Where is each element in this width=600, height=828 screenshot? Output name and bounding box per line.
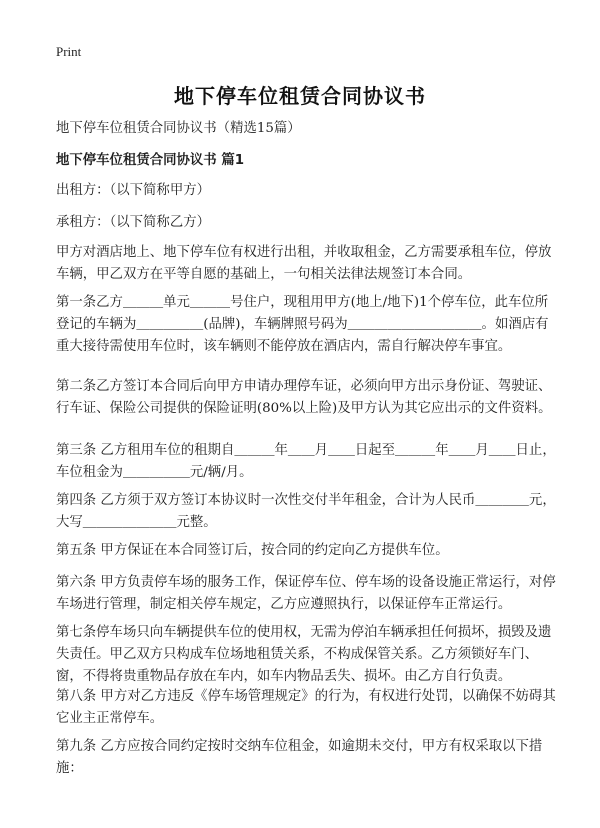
paragraph-article-1: 第一条乙方＿＿＿单元＿＿＿号住户，现租用甲方(地上/地下)1个停车位，此车位所登记的车辆为＿＿＿＿＿(品牌)，车辆牌照号码为＿＿＿＿＿＿＿＿＿＿。如酒店有重大接待需使用车位时，该车辆则不能停放在酒店内，需自行解决停车事宜。 — [56, 295, 549, 354]
paragraph-lessor: 出租方：（以下简称甲方） — [56, 183, 210, 198]
section-heading: 地下停车位租赁合同协议书 篇1 — [56, 153, 245, 168]
paragraph-article-2: 第二条乙方签订本合同后向甲方申请办理停车证，必须向甲方出示身份证、驾驶证、行车证、保险公司提供的保险证明(80%以上险)及甲方认为其它应出示的文件资料。 — [56, 379, 552, 416]
paragraph-article-9: 第九条 乙方应按合同约定按时交纳车位租金，如逾期未交付，甲方有权采取以下措施： — [56, 739, 543, 776]
print-label[interactable]: Print — [56, 44, 82, 59]
paragraph-intro: 甲方对酒店地上、地下停车位有权进行出租，并收取租金，乙方需要承租车位，停放车辆，甲乙双方在平等自愿的基础上，一句相关法律法规签订本合同。 — [56, 245, 552, 282]
paragraph-article-4: 第四条 乙方须于双方签订本协议时一次性交付半年租金，合计为人民币＿＿＿＿元，大写＿＿＿＿＿＿＿元整。 — [56, 493, 556, 530]
paragraph-article-8: 第八条 甲方对乙方违反《停车场管理规定》的行为，有权进行处罚，以确保不妨碍其它业主正常停车。 — [56, 689, 556, 726]
paragraph-article-6: 第六条 甲方负责停车场的服务工作，保证停车位、停车场的设备设施正常运行，对停车场进行管理，制定相关停车规定，乙方应遵照执行，以保证停车正常运行。 — [56, 575, 556, 612]
document-subtitle: 地下停车位租赁合同协议书（精选15篇） — [56, 121, 301, 136]
paragraph-lessee: 承租方：（以下简称乙方） — [56, 215, 210, 230]
paragraph-article-3: 第三条 乙方租用车位的租期自＿＿＿年＿＿月＿＿日起至＿＿＿年＿＿月＿＿日止，车位租金为＿＿＿＿＿元/辆/月。 — [56, 443, 556, 480]
paragraph-article-5: 第五条 甲方保证在本合同签订后，按合同的约定向乙方提供车位。 — [56, 543, 449, 558]
document-title: 地下停车位租赁合同协议书 — [174, 84, 426, 108]
paragraph-article-7: 第七条停车场只向车辆提供车位的使用权，无需为停泊车辆承担任何损坏，损毁及遗失责任。甲乙双方只构成车位场地租赁关系，不构成保管关系。乙方须锁好车门、窗，不得将贵重物品存放在车内，如车内物品丢失、损坏。由乙方自行负责。 — [56, 625, 552, 684]
